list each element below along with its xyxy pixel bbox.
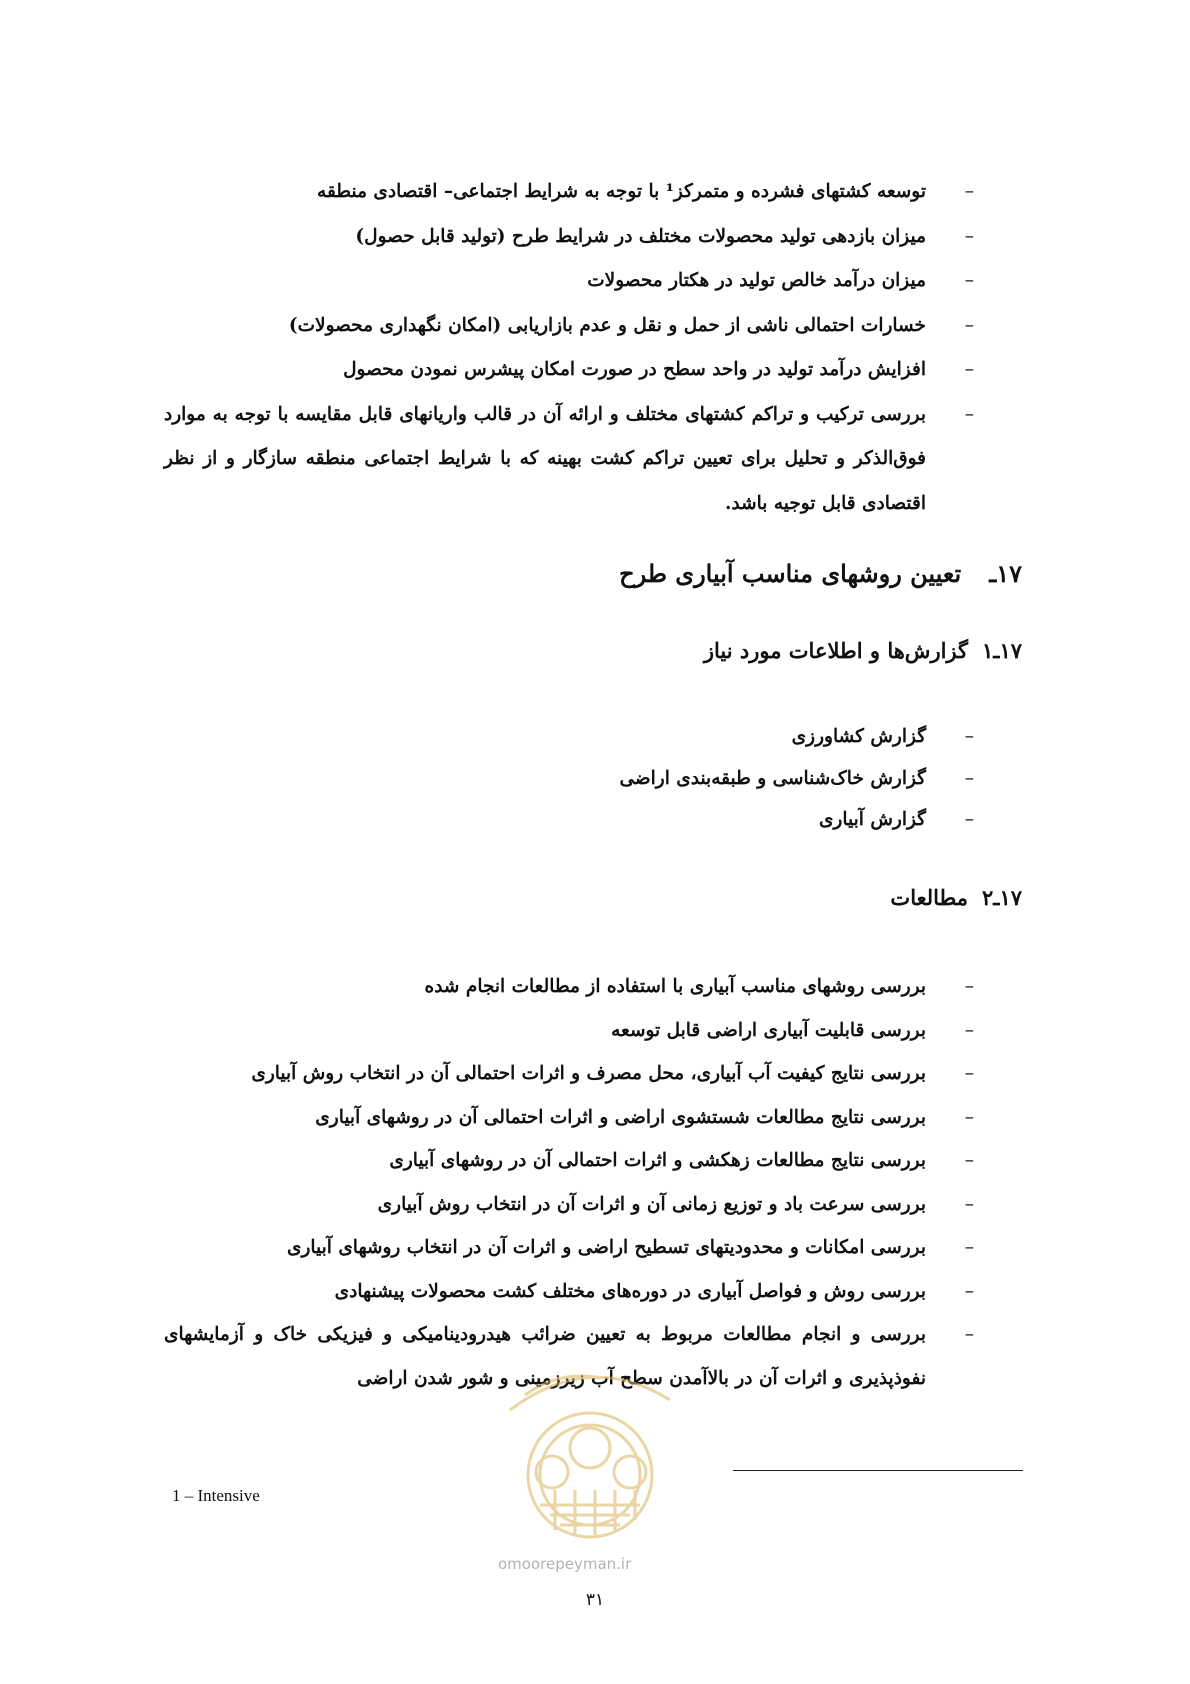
section-heading xyxy=(619,559,1022,588)
section-number: ۱۷ـ xyxy=(989,559,1022,588)
footnote: 1 – Intensive xyxy=(172,1486,260,1505)
list-item: – گزارش خاک‌شناسی و طبقه‌بندی اراضی xyxy=(619,767,974,789)
factors-list xyxy=(164,170,974,526)
footnote-divider xyxy=(733,1470,1023,1471)
list-item: – بررسی ترکیب و تراکم کشتهای مختلف و ارائه آن در قالب واریانهای قابل مقایسه با توجه به موارد فوق‌الذکر و تحلیل برای تعیین تراکم کشت بهینه که با شرایط اجتماعی منطقه سازگار و از نظر اقتصادی قابل توجیه باشد. xyxy=(164,403,974,514)
subsection-title: مطالعات xyxy=(890,885,968,910)
list-item: – بررسی امکانات و محدودیتهای تسطیح اراضی و اثرات آن در انتخاب روشهای آبیاری xyxy=(286,1237,974,1258)
subsection-number: ۱۷ـ۲ xyxy=(982,885,1022,910)
list-item: – میزان بازدهی تولید محصولات مختلف در شرایط طرح (تولید قابل حصول) xyxy=(355,225,974,247)
list-item: – بررسی نتایج مطالعات زهکشی و اثرات احتمالی آن در روشهای آبیاری xyxy=(389,1150,974,1171)
reports-list xyxy=(164,716,974,841)
list-item: – گزارش کشاورزی xyxy=(791,726,974,747)
list-item: – بررسی قابلیت آبیاری اراضی قابل توسعه xyxy=(611,1019,974,1041)
list-item: – گزارش آبیاری xyxy=(818,809,974,830)
page-number: ۳۱ xyxy=(585,1590,605,1610)
list-item: – بررسی و انجام مطالعات مربوط به تعیین ضرائب هیدرودینامیکی و فیزیکی خاک و آزمایشهای نفوذپذیری و اثرات آن در بالاآمدن سطح آب زیرزمینی و شور شدن اراضی xyxy=(164,1324,974,1389)
studies-list xyxy=(164,965,974,1400)
list-item: – توسعه کشتهای فشرده و متمرکز¹ با توجه به شرایط اجتماعی– اقتصادی منطقه xyxy=(317,181,974,202)
list-item: – افزایش درآمد تولید در واحد سطح در صورت امکان پیشرس نمودن محصول xyxy=(343,359,974,380)
list-item: – بررسی روشهای مناسب آبیاری با استفاده از مطالعات انجام شده xyxy=(424,976,974,997)
subsection-heading-reports xyxy=(704,638,1022,663)
list-item: – بررسی روش و فواصل آبیاری در دوره‌های مختلف کشت محصولات پیشنهادی xyxy=(334,1280,974,1302)
list-item: – میزان درآمد خالص تولید در هکتار محصولات xyxy=(587,270,974,291)
watermark-logo-icon xyxy=(480,1340,700,1545)
subsection-title: گزارش‌ها و اطلاعات مورد نیاز xyxy=(703,638,968,663)
subsection-number: ۱۷ـ۱ xyxy=(982,638,1022,663)
watermark-site: omoorepeyman.ir xyxy=(498,1555,632,1573)
subsection-heading-studies xyxy=(890,885,1022,910)
list-item: – بررسی سرعت باد و توزیع زمانی آن و اثرات آن در انتخاب روش آبیاری xyxy=(377,1193,974,1215)
list-item: – بررسی نتایج کیفیت آب آبیاری، محل مصرف و اثرات احتمالی آن در انتخاب روش آبیاری xyxy=(251,1063,974,1084)
list-item: – خسارات احتمالی ناشی از حمل و نقل و عدم بازاریابی (امکان نگهداری محصولات) xyxy=(288,314,974,336)
section-title: تعیین روشهای مناسب آبیاری طرح xyxy=(619,559,962,588)
list-item: – بررسی نتایج مطالعات شستشوی اراضی و اثرات احتمالی آن در روشهای آبیاری xyxy=(315,1106,974,1128)
